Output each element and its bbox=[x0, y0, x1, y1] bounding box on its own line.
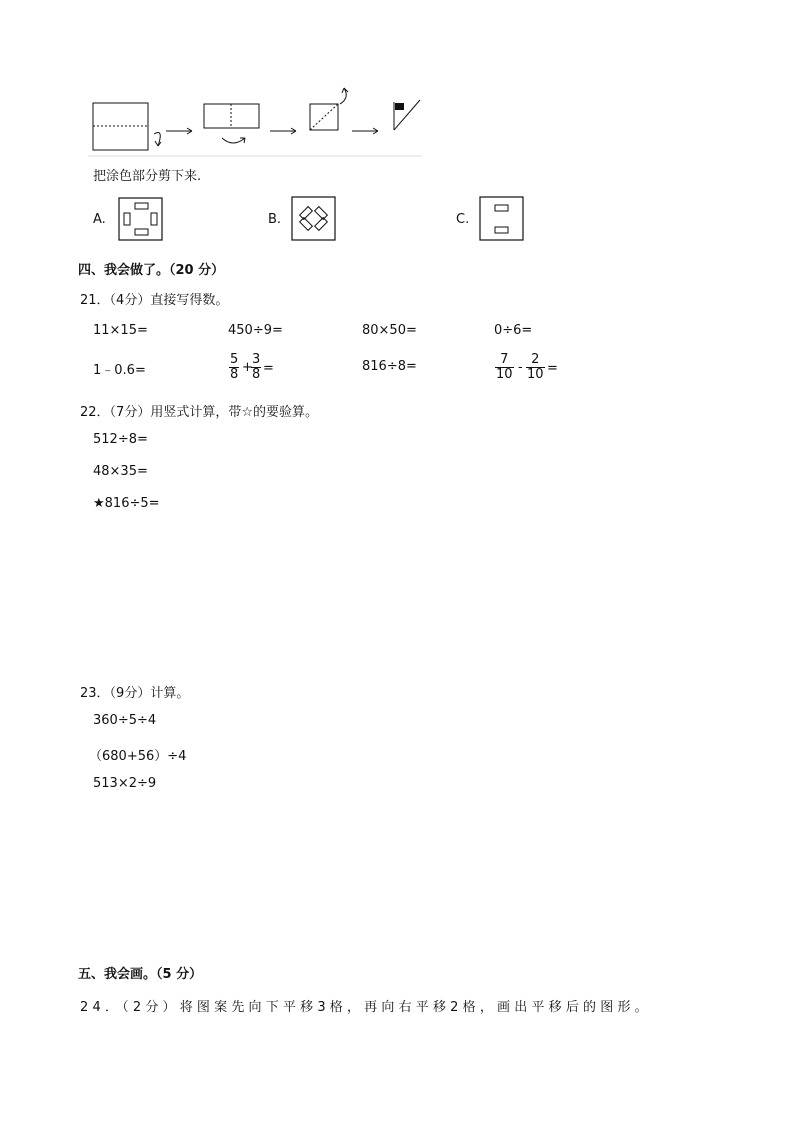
fraction-5-8: 5 8 bbox=[230, 352, 239, 382]
q21-item-1: 11×15= bbox=[93, 323, 148, 338]
equals-sign: = bbox=[547, 361, 558, 376]
q21-item-3: 80×50= bbox=[362, 323, 417, 338]
option-a-figure[interactable] bbox=[118, 197, 164, 241]
q21-title: 21．（4分）直接写得数。 bbox=[80, 293, 229, 308]
q23-item-1: 360÷5÷4 bbox=[93, 713, 157, 728]
option-c-label[interactable]: C. bbox=[456, 212, 470, 227]
q21-item-5: 1﹣0.6= bbox=[93, 363, 146, 378]
curved-arrow-icon bbox=[222, 138, 245, 143]
q22-item-2: 48×35= bbox=[93, 464, 148, 479]
equals-sign: = bbox=[263, 361, 274, 376]
fraction-3-8: 3 8 bbox=[252, 352, 261, 382]
q22-title: 22．（7分）用竖式计算，带☆的要验算。 bbox=[80, 405, 318, 420]
plus-sign: + bbox=[242, 360, 253, 375]
minus-sign: - bbox=[518, 360, 523, 375]
q21-item-2: 450÷9= bbox=[228, 323, 283, 338]
option-b-label[interactable]: B. bbox=[268, 212, 282, 227]
option-b-figure[interactable] bbox=[291, 196, 337, 242]
section-5-title: 五、我会画。（5 分） bbox=[78, 967, 203, 982]
q22-item-3: ★816÷5= bbox=[93, 496, 160, 511]
q24-title: 24．（2分）将图案先向下平移3格，再向右平移2格，画出平移后的图形。 bbox=[80, 1000, 652, 1015]
q23-item-3: 513×2÷9 bbox=[93, 776, 157, 791]
option-c-figure[interactable] bbox=[479, 196, 525, 242]
q21-item-7: 816÷8= bbox=[362, 359, 417, 374]
q23-item-2: （680+56）÷4 bbox=[89, 749, 187, 764]
fold-caption: 把涂色部分剪下来. bbox=[93, 169, 202, 184]
q22-item-1: 512÷8= bbox=[93, 432, 148, 447]
q21-item-4: 0÷6= bbox=[494, 323, 533, 338]
q23-title: 23．（9分）计算。 bbox=[80, 686, 190, 701]
section-4-title: 四、我会做了。（20 分） bbox=[78, 263, 225, 278]
fraction-2-10: 2 10 bbox=[527, 352, 544, 382]
folding-steps-figure bbox=[88, 92, 428, 162]
option-a-label[interactable]: A. bbox=[93, 212, 106, 227]
fraction-7-10: 7 10 bbox=[496, 352, 513, 382]
